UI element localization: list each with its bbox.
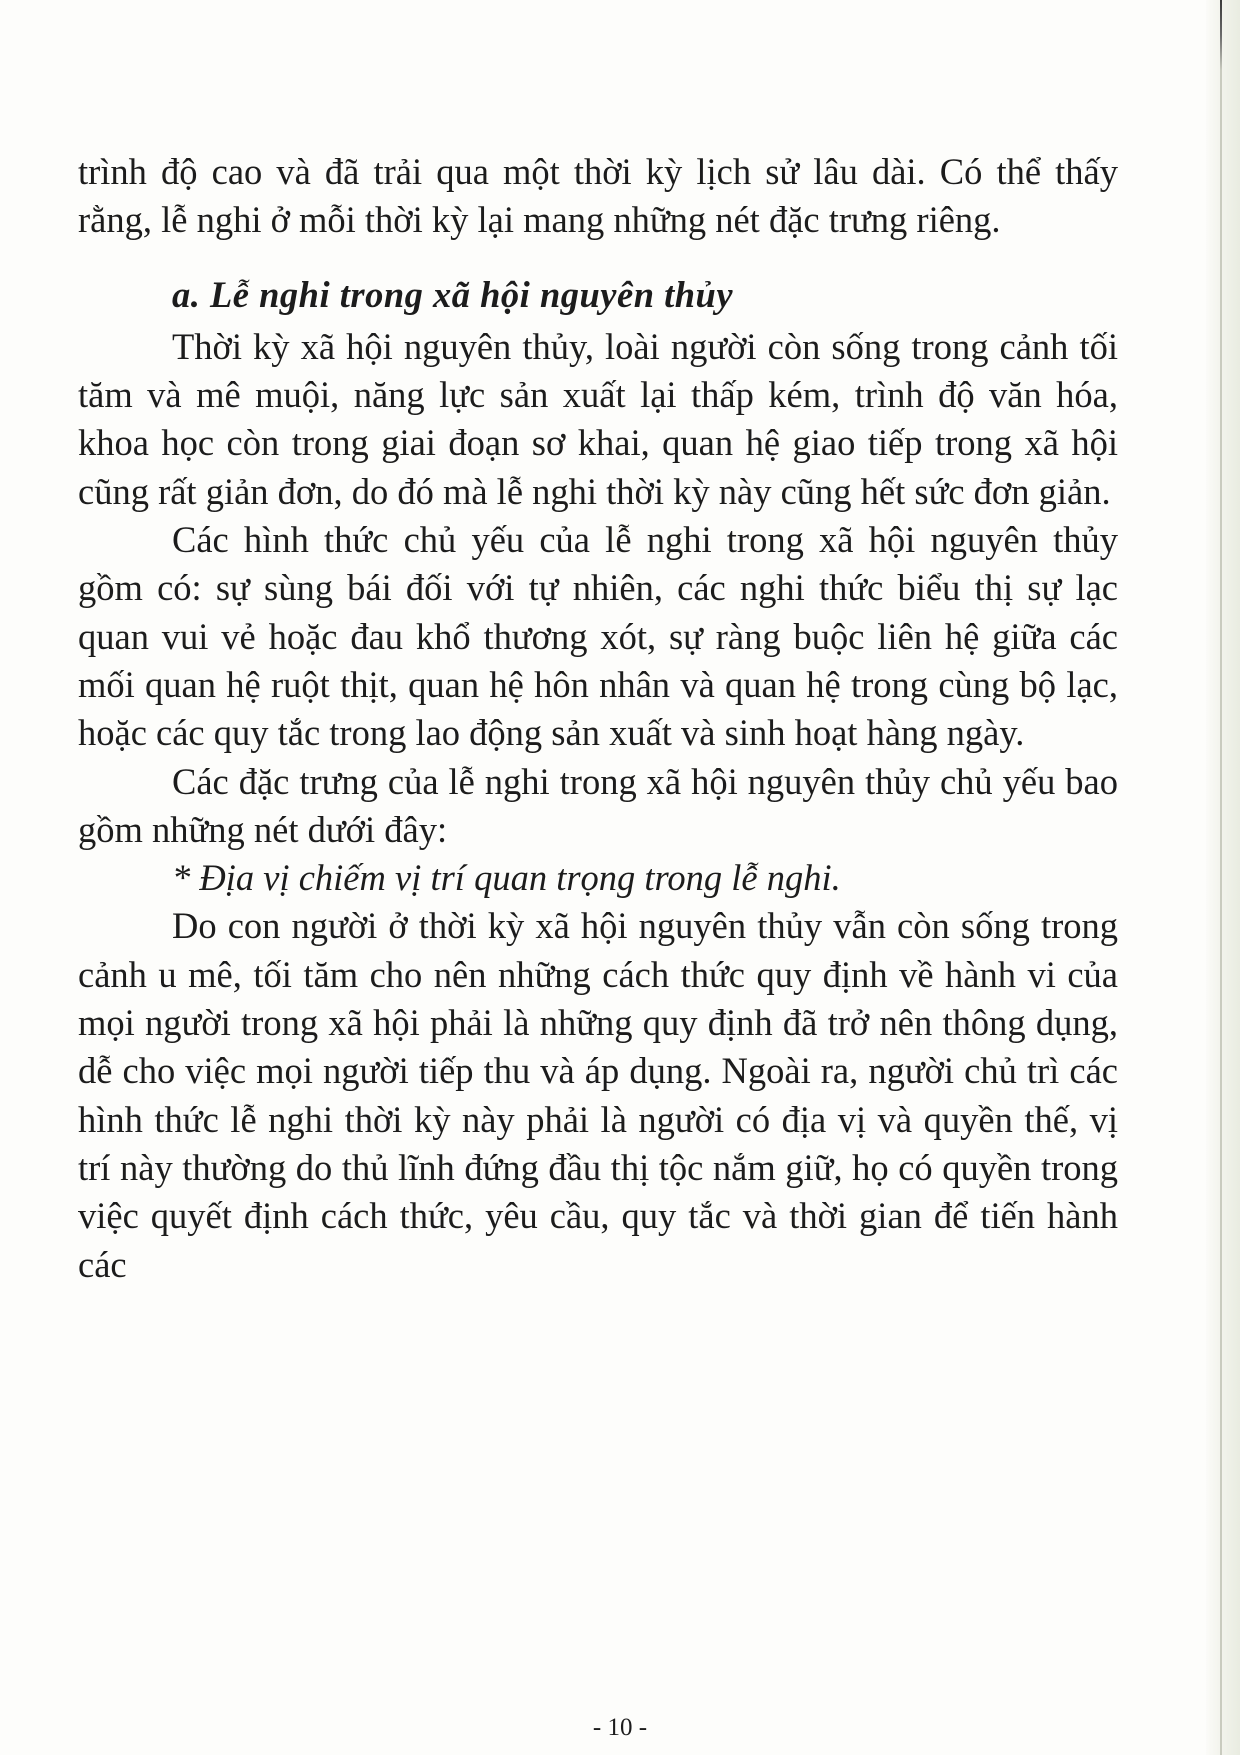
- page-number: - 10 -: [592, 1714, 648, 1741]
- page-edge-shadow: [1206, 0, 1240, 1755]
- paragraph: Do con người ở thời kỳ xã hội nguyên thủy vẫn còn sống trong cảnh u mê, tối tăm cho nên những cách thức quy định về hành vi của mọi người trong xã hội phải là những quy định đã trở nên thông dụng, dễ cho việc mọi người tiếp thu và áp dụng. Ngoài ra, người chủ trì các hình thức lễ nghi thời kỳ này phải là người có địa vị và quyền thế, vị trí này thường do thủ lĩnh đứng đầu thị tộc nắm giữ, họ có quyền trong việc quyết định cách thức, yêu cầu, quy tắc và thời gian để tiến hành các: [78, 905, 1118, 1285]
- paragraph: Các đặc trưng của lễ nghi trong xã hội nguyên thủy chủ yếu bao gồm những nét dưới đây:: [78, 760, 1118, 850]
- paragraph-continuation: trình độ cao và đã trải qua một thời kỳ lịch sử lâu dài. Có thể thấy rằng, lễ nghi ở mỗi thời kỳ lại mang những nét đặc trưng riêng.: [78, 151, 1118, 241]
- binding-edge-line: [1220, 0, 1222, 1755]
- body-text: [78, 148, 1118, 1289]
- italic-subheading: * Địa vị chiếm vị trí quan trọng trong lễ nghi.: [172, 857, 841, 899]
- section-heading: a. Lễ nghi trong xã hội nguyên thủy: [172, 273, 734, 315]
- paragraph: Thời kỳ xã hội nguyên thủy, loài người còn sống trong cảnh tối tăm và mê muội, năng lực sản xuất lại thấp kém, trình độ văn hóa, khoa học còn trong giai đoạn sơ khai, quan hệ giao tiếp trong xã hội cũng rất giản đơn, do đó mà lễ nghi thời kỳ này cũng hết sức đơn giản.: [78, 325, 1118, 512]
- paragraph: Các hình thức chủ yếu của lễ nghi trong xã hội nguyên thủy gồm có: sự sùng bái đối với tự nhiên, các nghi thức biểu thị sự lạc quan vui vẻ hoặc đau khổ thương xót, sự ràng buộc liên hệ giữa các mối quan hệ ruột thịt, quan hệ hôn nhân và quan hệ trong cùng bộ lạc, hoặc các quy tắc trong lao động sản xuất và sinh hoạt hàng ngày.: [78, 519, 1118, 754]
